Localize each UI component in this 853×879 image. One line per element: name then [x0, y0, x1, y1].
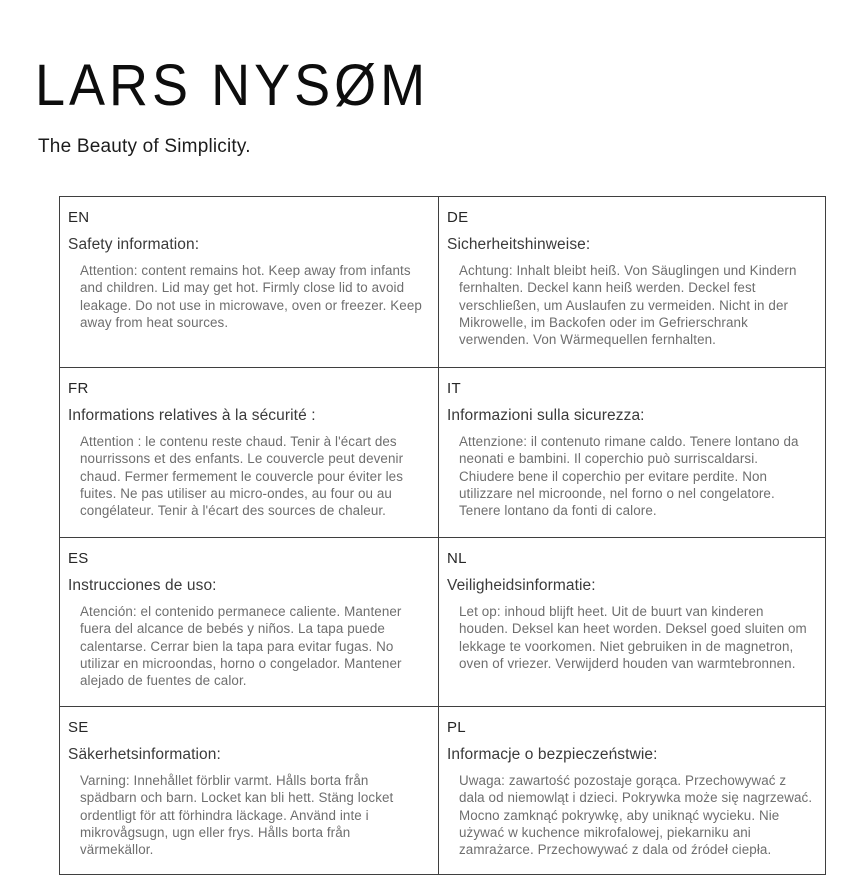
section-heading: Informacje o bezpieczeństwie: — [447, 746, 658, 763]
section-body: Achtung: Inhalt bleibt heiß. Von Säuglingen und Kindern fernhalten. Deckel kann heiß werden. Deckel fest verschließen, um Auslaufen zu vermeiden. Nicht in der Mikrowelle, im Backofen oder im Gefrierschrank verwenden. Von Wärmequellen fernhalten. — [459, 263, 797, 348]
lang-cell-se — [60, 707, 439, 874]
lang-cell-de — [439, 197, 825, 368]
section-heading: Informations relatives à la sécurité : — [68, 407, 316, 424]
section-body: Atención: el contenido permanece caliente. Mantener fuera del alcance de bebés y niños. La tapa puede calentarse. Cerrar bien la tapa para evitar fugas. No utilizar en microondas, horno o congelador. Mantener alejado de fuentes de calor. — [80, 604, 402, 689]
section-heading: Veiligheidsinformatie: — [447, 577, 596, 594]
lang-code: IT — [447, 380, 461, 397]
lang-cell-it — [439, 368, 825, 538]
brand-tagline: The Beauty of Simplicity. — [38, 136, 251, 157]
section-body: Attention : le contenu reste chaud. Tenir à l'écart des nourrissons et des enfants. Le couvercle peut devenir chaud. Fermer fermement le couvercle pour éviter les fuites. Ne pas utiliser au micro-ondes, au four ou au congélateur. Tenir à l'écart des sources de chaleur. — [80, 434, 404, 519]
lang-code: DE — [447, 209, 469, 226]
lang-code: EN — [68, 209, 90, 226]
lang-cell-nl — [439, 538, 825, 707]
section-heading: Sicherheitshinweise: — [447, 236, 591, 253]
lang-cell-es — [60, 538, 439, 707]
lang-cell-en — [60, 197, 439, 368]
section-heading: Instrucciones de uso: — [68, 577, 217, 594]
section-heading: Säkerhetsinformation: — [68, 746, 221, 763]
lang-code: FR — [68, 380, 89, 397]
brand-logo: LARS NYSØM — [35, 53, 430, 118]
lang-code: ES — [68, 550, 89, 567]
section-body: Attention: content remains hot. Keep away from infants and children. Lid may get hot. Firmly close lid to avoid leakage. Do not use in microwave, oven or freezer. Keep away from heat sources. — [80, 263, 422, 330]
section-body: Attenzione: il contenuto rimane caldo. Tenere lontano da neonati e bambini. Il coperchio può surriscaldarsi. Chiudere bene il coperchio per evitare perdite. Non utilizzare nel microonde, nel forno o nel congelatore. Tenere lontano da fonti di calore. — [459, 434, 799, 519]
lang-code: PL — [447, 719, 466, 736]
lang-cell-fr — [60, 368, 439, 538]
section-body: Let op: inhoud blijft heet. Uit de buurt van kinderen houden. Deksel kan heet worden. Deksel goed sluiten om lekkage te voorkomen. Niet gebruiken in de magnetron, oven of vriezer. Verwijderd houden van warmtebronnen. — [459, 604, 807, 671]
lang-code: SE — [68, 719, 89, 736]
lang-cell-pl — [439, 707, 825, 874]
section-body: Uwaga: zawartość pozostaje gorąca. Przechowywać z dala od niemowląt i dzieci. Pokrywka może się nagrzewać. Mocno zamknąć pokrywkę, aby uniknąć wycieku. Nie używać w kuchence mikrofalowej, piekarniku ani zamrażarce. Przechowywać z dala od źródeł ciepła. — [459, 773, 813, 858]
safety-info-table — [59, 196, 826, 875]
section-body: Varning: Innehållet förblir varmt. Hålls borta från spädbarn och barn. Locket kan bli hett. Stäng locket ordentligt för att förhindra läckage. Använd inte i mikrovågsugn, ugn eller frys. Hålls borta från värmekällor. — [80, 773, 394, 858]
section-heading: Informazioni sulla sicurezza: — [447, 407, 645, 424]
section-heading: Safety information: — [68, 236, 200, 253]
lang-code: NL — [447, 550, 467, 567]
